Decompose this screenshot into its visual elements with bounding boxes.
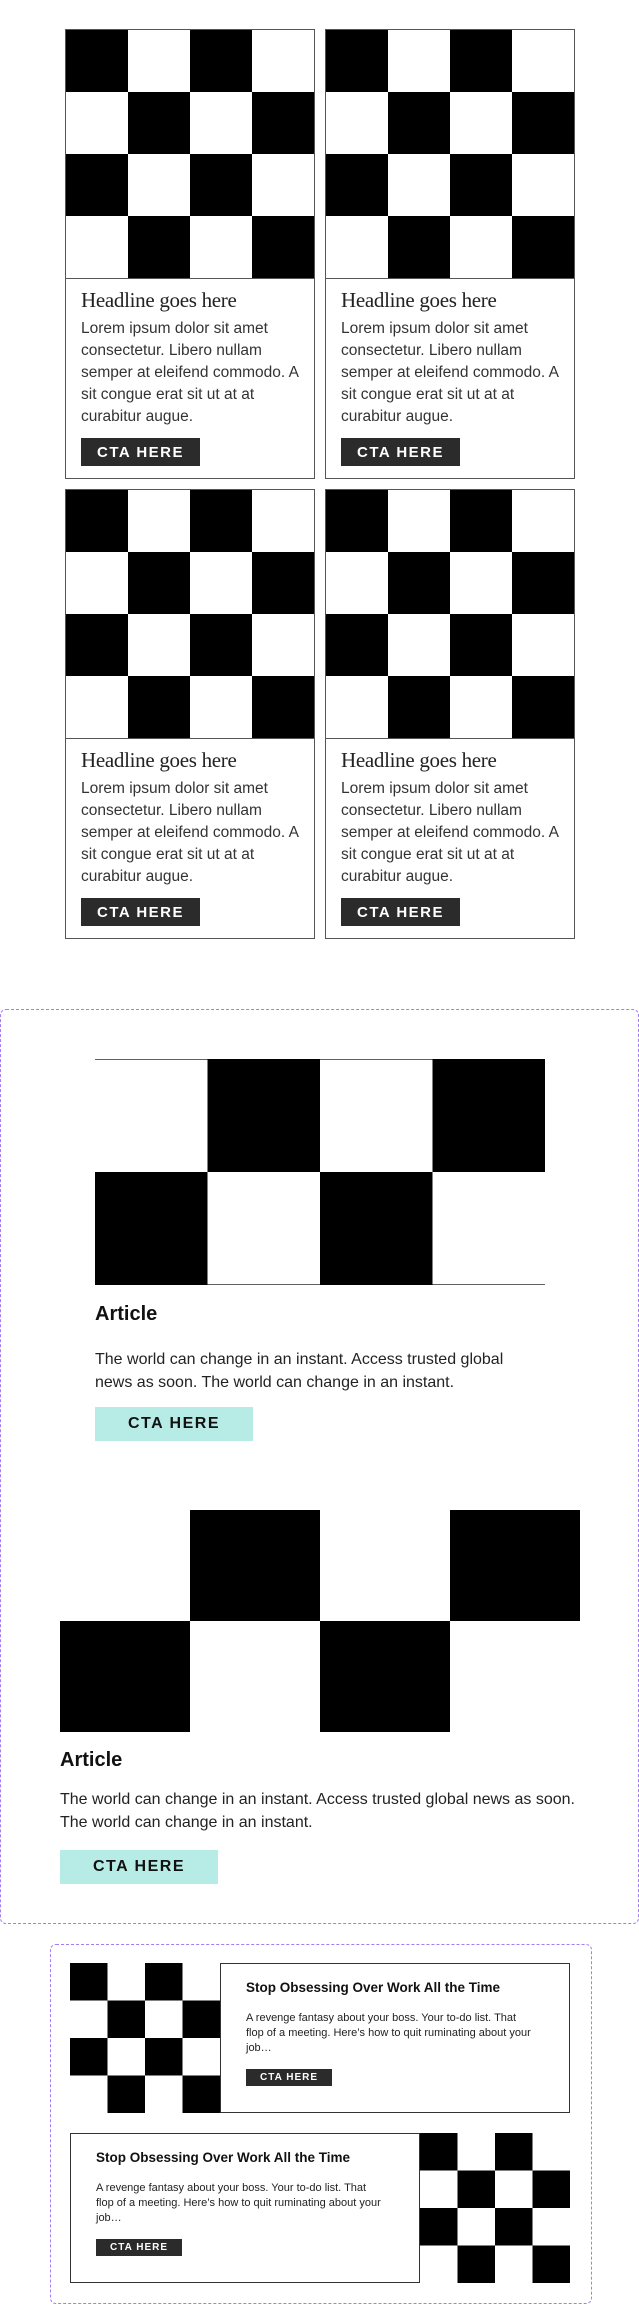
cta-button[interactable]: CTA HERE [246,2069,332,2086]
cta-button[interactable]: CTA HERE [60,1850,218,1884]
card-body-text: A revenge fantasy about your boss. Your to-do list. That flop of a meeting. Here’s how to quit ruminating about your job… [96,2182,381,2224]
article-body-text: The world can change in an instant. Access trusted global news as soon. The world can change in an instant. [95,1351,504,1391]
card-headline: Stop Obsessing Over Work All the Time [96,2150,351,2165]
card-body-text: Lorem ipsum dolor sit amet consectetur. Libero nullam semper at eleifend commodo. A sit congue erat sit ut at at curabitur augue. [81,320,299,425]
cta-button[interactable]: CTA HERE [95,1407,253,1441]
cta-button[interactable]: CTA HERE [96,2239,182,2256]
checkerboard-image [60,1510,580,1732]
card-body-text: A revenge fantasy about your boss. Your to-do list. That flop of a meeting. Here’s how to quit ruminating about your job… [246,2012,531,2054]
cta-button[interactable]: CTA HERE [341,438,460,466]
article-body-text: The world can change in an instant. Access trusted global news as soon. The world can change in an instant. [60,1791,575,1831]
card-headline: Stop Obsessing Over Work All the Time [246,1980,501,1995]
grid-card [325,29,575,479]
checkerboard-image [70,1963,220,2113]
grid-card [65,29,315,479]
cta-button[interactable]: CTA HERE [81,438,200,466]
checkerboard-image [326,30,574,279]
horizontal-card [220,1963,570,2113]
checkerboard-image [420,2133,570,2283]
checkerboard-image [66,30,314,279]
card-headline: Headline goes here [81,748,237,772]
card-headline: Headline goes here [81,288,237,312]
article-title: Article [60,1749,123,1771]
checkerboard-image [66,490,314,739]
card-body-text: Lorem ipsum dolor sit amet consectetur. Libero nullam semper at eleifend commodo. A sit congue erat sit ut at at curabitur augue. [341,320,559,425]
article-title: Article [95,1303,158,1325]
cta-button[interactable]: CTA HERE [81,898,200,926]
card-body-text: Lorem ipsum dolor sit amet consectetur. Libero nullam semper at eleifend commodo. A sit congue erat sit ut at at curabitur augue. [341,780,559,885]
grid-card [325,489,575,939]
article-card [60,1510,580,1885]
card-headline: Headline goes here [341,288,497,312]
card-body-text: Lorem ipsum dolor sit amet consectetur. Libero nullam semper at eleifend commodo. A sit congue erat sit ut at at curabitur augue. [81,780,299,885]
article-card [95,1059,545,1444]
horizontal-card [70,2133,420,2283]
cta-button[interactable]: CTA HERE [341,898,460,926]
grid-card [65,489,315,939]
card-headline: Headline goes here [341,748,497,772]
checkerboard-image [95,1059,545,1285]
checkerboard-image [326,490,574,739]
